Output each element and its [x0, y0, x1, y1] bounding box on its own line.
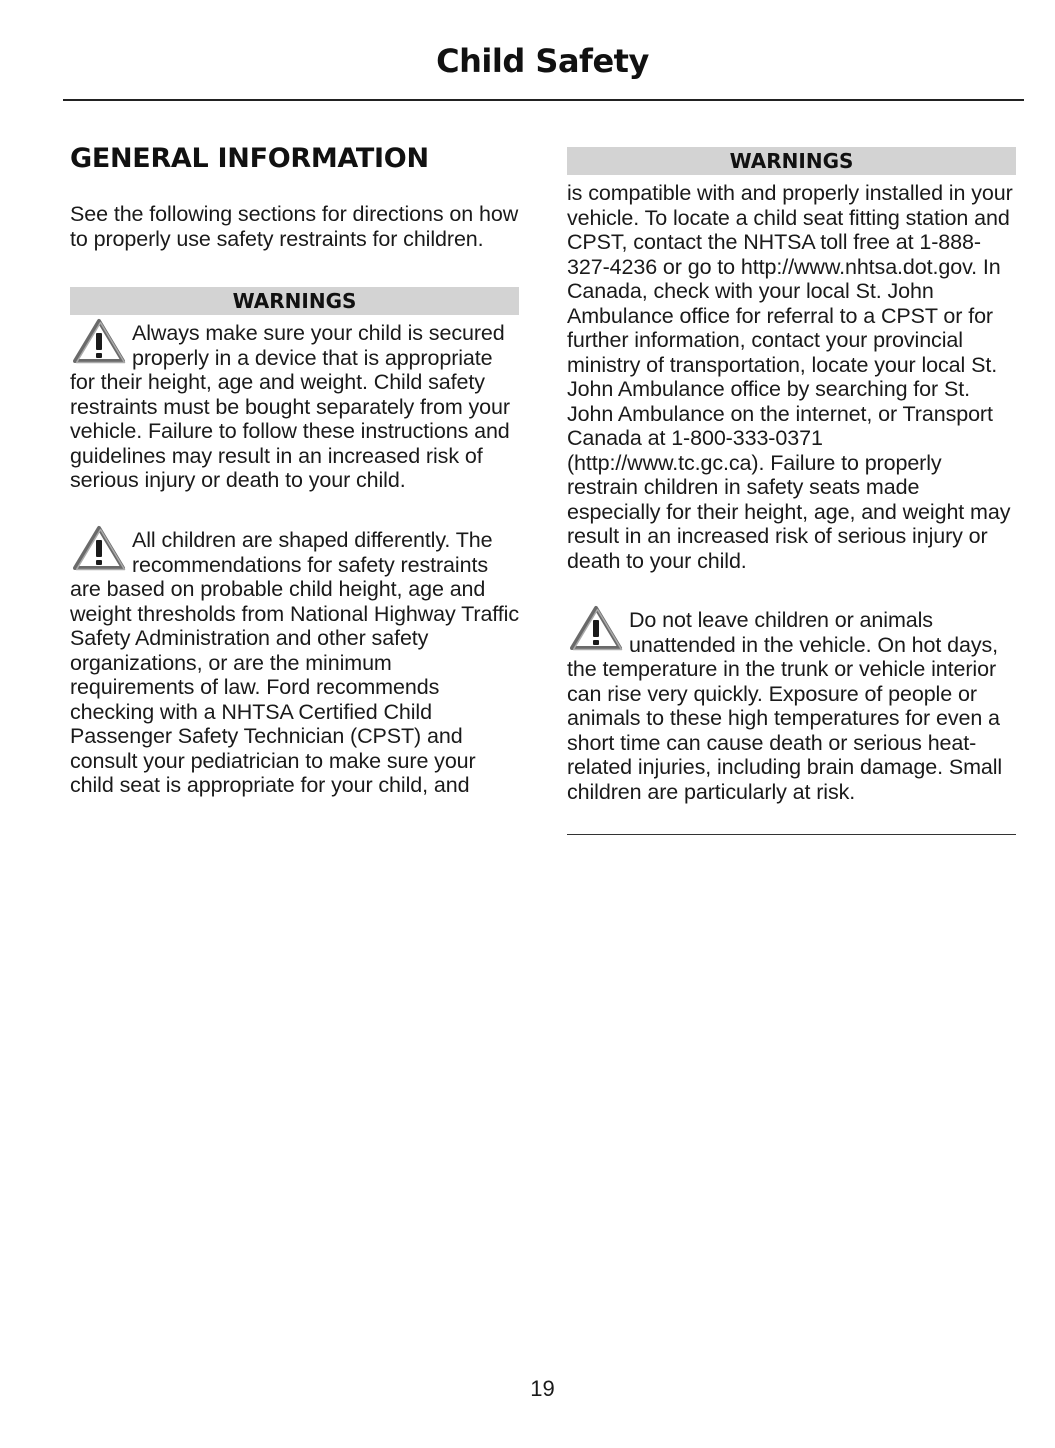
section-heading: GENERAL INFORMATION: [70, 143, 429, 174]
page-title: Child Safety: [436, 42, 649, 80]
warning-text: Do not leave children or animals unattended in the vehicle. On hot days, the temperature in the trunk or vehicle interior can rise very quickly. Exposure of people or animals to these high temperatures for even a short time can cause death or serious heat-related injuries, including brain damage. Small children are particularly at risk.: [567, 608, 1003, 804]
warnings-header: WARNINGS: [70, 287, 519, 315]
warning-continued-text: is compatible with and properly installed in your vehicle. To locate a child seat fitting station and CPST, contact the NHTSA toll free at 1-888-327-4236 or go to http://www.nhtsa.dot.gov. In Canada, check with your local St. John Ambulance office for referral to a CPST or for further information, contact your provincial ministry of transportation, locate your local St. John Ambulance office by searching for St. John Ambulance on the internet, or Transport Canada at 1-800-333-0371 (http://www.tc.gc.ca). Failure to properly restrain children in safety seats made especially for their height, age, and weight may result in an increased risk of serious injury or death to your child.: [567, 181, 1013, 573]
warning-item: [70, 321, 519, 493]
warning-text: Always make sure your child is secured properly in a device that is appropriate for their height, age and weight. Child safety restraints must be bought separately from your vehicle. Failure to follow these instructions and guidelines may result in an increased risk of serious injury or death to your child.: [70, 321, 510, 492]
warnings-end-divider: [567, 834, 1016, 835]
warning-item: [70, 528, 519, 798]
warning-text: All children are shaped differently. The recommendations for safety restraints are based on probable child height, age and weight thresholds from National Highway Traffic Safety Administration and other safety organizations, or are the minimum requirements of law. Ford recommends checking with a NHTSA Certified Child Passenger Safety Technician (CPST) and consult your pediatrician to make sure your child seat is appropriate for your child, and: [70, 528, 519, 797]
warning-triangle-icon: [567, 604, 629, 656]
warning-triangle-icon: [70, 524, 132, 576]
page-number: 19: [530, 1376, 555, 1401]
title-divider: [63, 99, 1024, 101]
warnings-header: WARNINGS: [567, 147, 1016, 175]
warning-item: [567, 608, 1016, 804]
intro-paragraph: See the following sections for directions on how to properly use safety restraints for children.: [70, 202, 519, 251]
warning-triangle-icon: [70, 317, 132, 369]
